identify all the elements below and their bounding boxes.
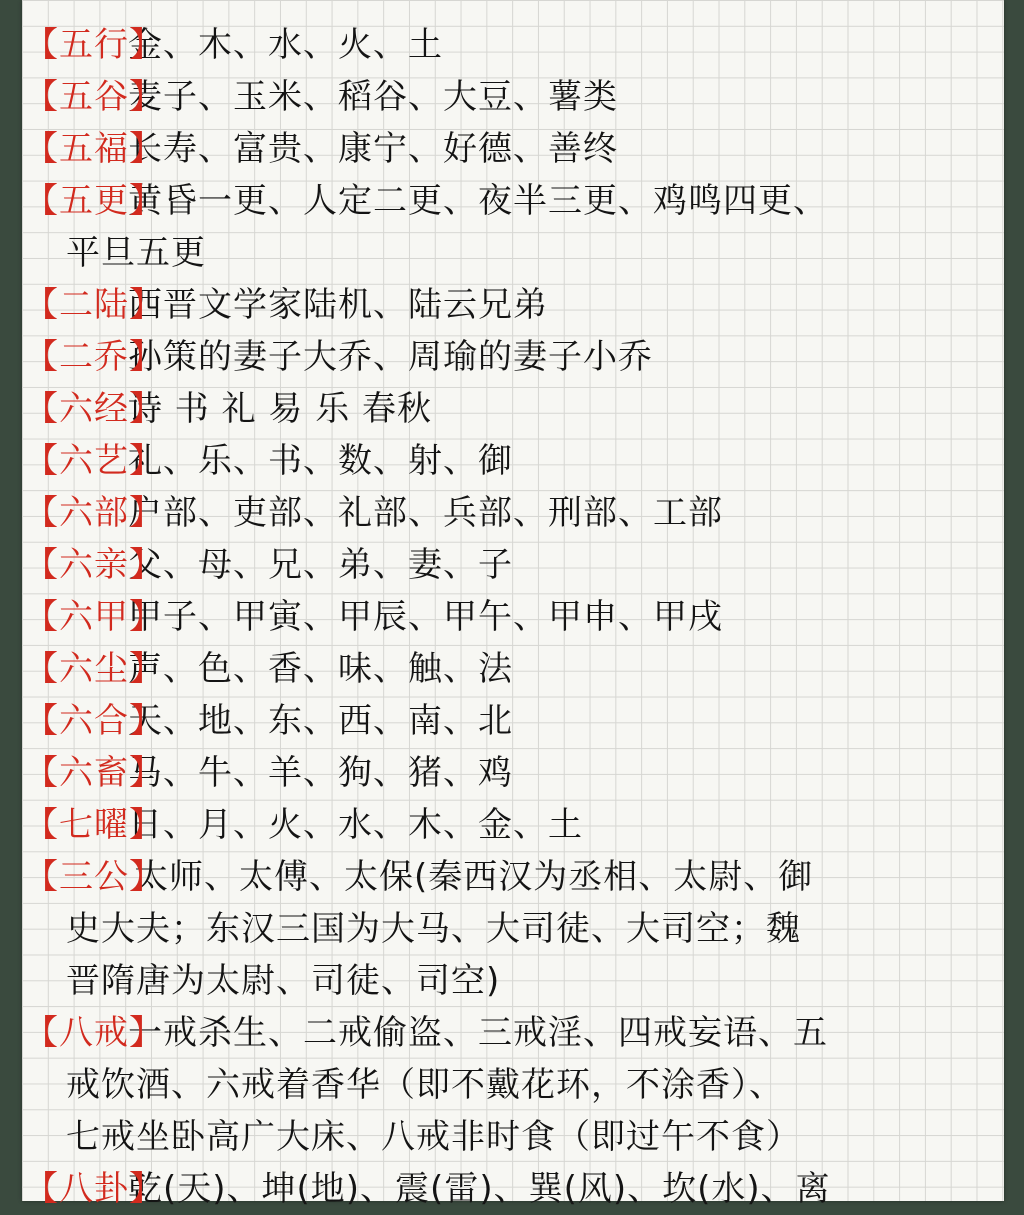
entry-liuhe: [24, 695, 988, 747]
entry-key: 【三公】: [24, 857, 164, 897]
entry-value: 黄昏一更、人定二更、夜半三更、鸡鸣四更、: [128, 181, 828, 221]
entry-value: 礼、乐、书、数、射、御: [128, 441, 513, 481]
entry-liuchen: [24, 643, 988, 695]
entry-value: 父、母、兄、弟、妻、子: [128, 545, 513, 585]
entry-liubu: [24, 487, 988, 539]
entry-key: 【五更】: [24, 181, 164, 221]
entry-value: 日、月、火、水、木、金、土: [128, 805, 583, 845]
entry-liuqin: [24, 539, 988, 591]
entry-value: 诗 书 礼 易 乐 春秋: [128, 389, 433, 429]
entry-key: 【六部】: [24, 493, 164, 533]
entry-key: 【六艺】: [24, 441, 164, 481]
entry-key: 【六合】: [24, 701, 164, 741]
entry-key: 【六畜】: [24, 753, 164, 793]
entry-value: 金、木、水、火、土: [128, 25, 443, 65]
entry-liujia: [24, 591, 988, 643]
entry-sangong: [24, 851, 988, 1007]
entry-key: 【五福】: [24, 129, 164, 169]
entry-key: 【六经】: [24, 389, 164, 429]
entry-value: 户部、吏部、礼部、兵部、刑部、工部: [128, 493, 723, 533]
entry-key: 【六甲】: [24, 597, 164, 637]
entry-bajie: [24, 1007, 988, 1163]
entry-erqiao: [24, 331, 988, 383]
entry-key: 【二陆】: [24, 285, 164, 325]
entry-liuyi: [24, 435, 988, 487]
entry-value-continued: 史大夫；东汉三国为大马、大司徒、大司空；魏: [66, 909, 801, 949]
entry-bagua: [24, 1163, 988, 1209]
entry-value: 甲子、甲寅、甲辰、甲午、甲申、甲戌: [128, 597, 723, 637]
entry-key: 【五谷】: [24, 77, 164, 117]
entry-key: 【五行】: [24, 25, 164, 65]
entry-key: 【八卦】: [24, 1169, 164, 1209]
entry-key: 【七曜】: [24, 805, 164, 845]
entry-liujing: [24, 383, 988, 435]
entry-key: 【六尘】: [24, 649, 164, 689]
entry-value: 天、地、东、西、南、北: [128, 701, 513, 741]
entry-value-continued: 平旦五更: [66, 233, 206, 273]
entry-erlu: [24, 279, 988, 331]
entry-value: 声、色、香、味、触、法: [128, 649, 513, 689]
entry-value: 一戒杀生、二戒偷盗、三戒淫、四戒妄语、五: [128, 1013, 828, 1053]
entry-key: 【六亲】: [24, 545, 164, 585]
entry-value: 马、牛、羊、狗、猪、鸡: [128, 753, 513, 793]
entry-value: 太师、太傅、太保(秦西汉为丞相、太尉、御: [134, 857, 814, 897]
entry-value: 乾(天)、坤(地)、震(雷)、巽(风)、坎(水)、离: [128, 1169, 831, 1209]
entry-value: 麦子、玉米、稻谷、大豆、薯类: [128, 77, 618, 117]
entry-wugeng: [24, 175, 988, 279]
entry-liuchu: [24, 747, 988, 799]
entry-list: [24, 19, 988, 1209]
entry-qiyao: [24, 799, 988, 851]
entry-value: 孙策的妻子大乔、周瑜的妻子小乔: [128, 337, 653, 377]
entry-key: 【二乔】: [24, 337, 164, 377]
entry-value-continued: 晋隋唐为太尉、司徒、司空): [66, 961, 501, 1001]
entry-value-continued: 戒饮酒、六戒着香华（即不戴花环，不涂香）、: [66, 1065, 784, 1105]
entry-value-continued: 七戒坐卧高广大床、八戒非时食（即过午不食）: [66, 1117, 801, 1157]
entry-key: 【八戒】: [24, 1013, 164, 1053]
entry-value: 西晋文学家陆机、陆云兄弟: [128, 285, 548, 325]
entry-wufu: [24, 123, 988, 175]
grid-paper-sheet: [22, 0, 1004, 1209]
entry-value: 长寿、富贵、康宁、好德、善终: [128, 129, 618, 169]
entry-wuxing: [24, 19, 988, 71]
entry-wugu: [24, 71, 988, 123]
